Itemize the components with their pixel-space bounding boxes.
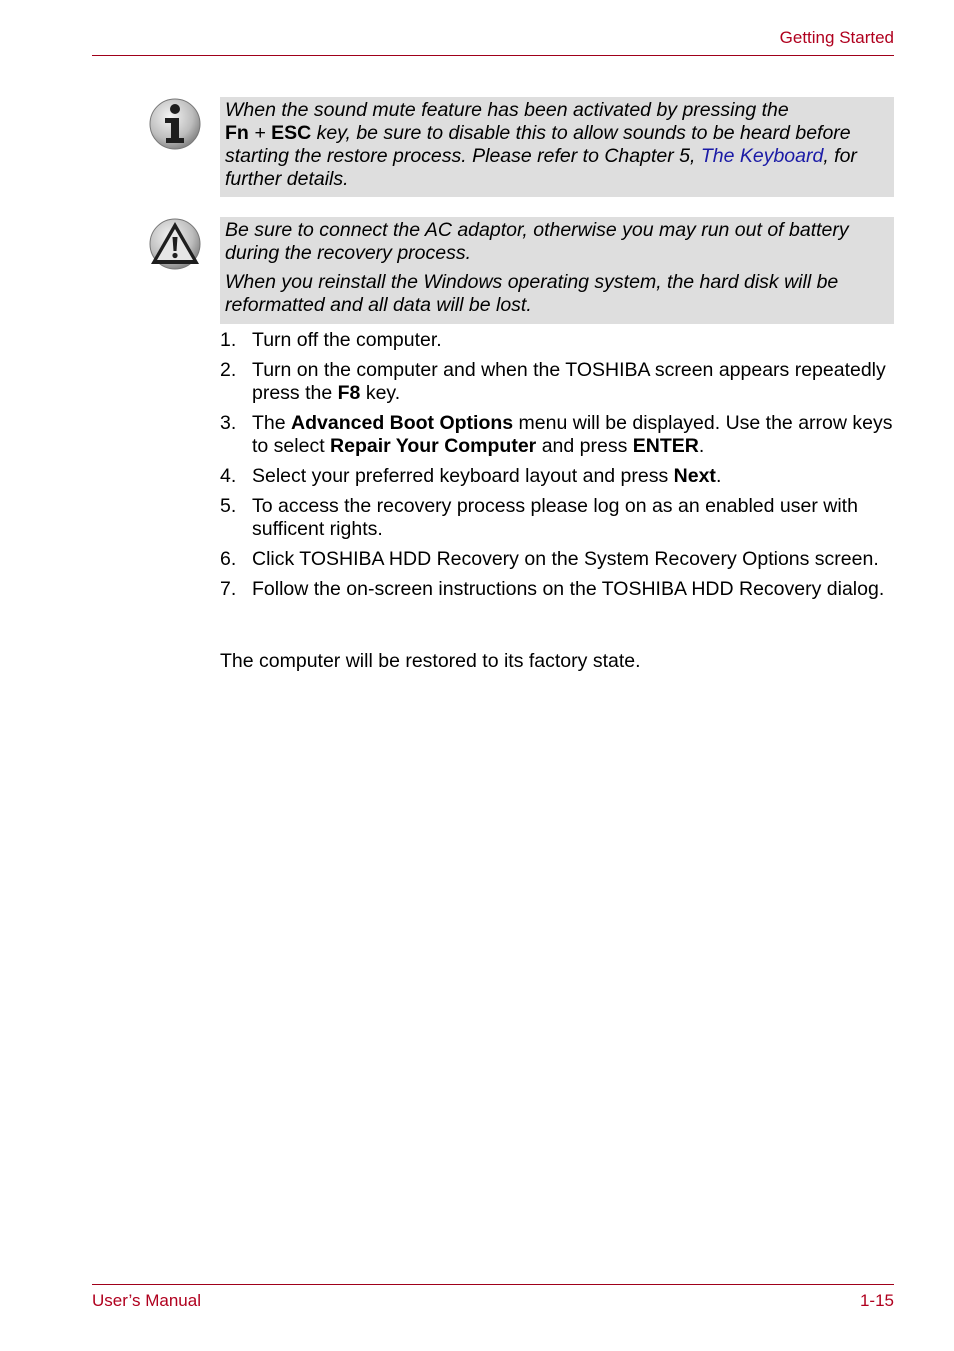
- info-note-line: When the sound mute feature has been activated by pressing the: [225, 99, 789, 121]
- info-note-body: key, be sure to disable this to allow sounds to be heard before starting the restore process. Please refer to Chapter 5,: [225, 122, 851, 167]
- list-item: [220, 412, 894, 458]
- step-number: 1.: [220, 329, 237, 351]
- key-esc: ESC: [271, 122, 312, 144]
- step-number: 4.: [220, 465, 237, 487]
- step-number: 3.: [220, 412, 237, 434]
- footer-manual-title: User’s Manual: [92, 1291, 201, 1310]
- key-fn: Fn: [225, 122, 249, 144]
- info-icon: [148, 97, 202, 151]
- list-item: [220, 359, 894, 405]
- step-number: 6.: [220, 548, 237, 570]
- recovery-steps-list: [220, 329, 894, 608]
- list-item: [220, 578, 894, 601]
- info-note-tail: , for further details.: [225, 145, 857, 190]
- info-note: [220, 97, 894, 197]
- step-number: 5.: [220, 495, 237, 517]
- step-text: Turn off the computer.: [252, 329, 442, 351]
- keyboard-chapter-link[interactable]: The Keyboard: [700, 145, 824, 167]
- step-text: .: [698, 435, 705, 457]
- step-text: To access the recovery process please log on as an enabled user with sufficent rights.: [252, 495, 858, 540]
- step-text: Select your preferred keyboard layout and press: [252, 465, 674, 487]
- warning-note-para-2: When you reinstall the Windows operating system, the hard disk will be reformatted and all data will be lost.: [225, 271, 839, 316]
- repair-your-computer-label: Repair Your Computer: [330, 435, 537, 457]
- next-label: Next: [673, 465, 716, 487]
- running-header: Getting Started: [779, 28, 894, 47]
- list-item: [220, 548, 894, 571]
- step-text: Follow the on-screen instructions on the TOSHIBA HDD Recovery dialog.: [252, 578, 885, 600]
- step-text: key.: [360, 382, 401, 404]
- footer-rule: [92, 1284, 894, 1285]
- list-item: [220, 495, 894, 541]
- step-text: and press: [536, 435, 633, 457]
- key-f8: F8: [337, 382, 361, 404]
- plus-sign: +: [248, 122, 272, 144]
- list-item: [220, 465, 894, 488]
- advanced-boot-options-label: Advanced Boot Options: [291, 412, 514, 434]
- warning-icon: [148, 217, 202, 271]
- info-note-text: [225, 99, 888, 191]
- warning-note-para-1: Be sure to connect the AC adaptor, otherwise you may run out of battery during the recovery process.: [225, 219, 849, 264]
- step-text: menu will be displayed. Use the arrow keys to select: [252, 412, 893, 457]
- header-rule: [92, 55, 894, 56]
- step-number: 7.: [220, 578, 237, 600]
- step-number: 2.: [220, 359, 237, 381]
- step-text: Turn on the computer and when the TOSHIBA screen appears repeatedly press the: [252, 359, 886, 404]
- conclusion-paragraph: The computer will be restored to its factory state.: [220, 650, 641, 672]
- page-number: 1-15: [859, 1291, 894, 1310]
- step-text: Click TOSHIBA HDD Recovery on the System Recovery Options screen.: [252, 548, 879, 570]
- warning-note: [220, 217, 894, 324]
- list-item: [220, 329, 894, 352]
- key-enter: ENTER: [632, 435, 699, 457]
- step-text: .: [715, 465, 722, 487]
- step-text: The: [252, 412, 292, 434]
